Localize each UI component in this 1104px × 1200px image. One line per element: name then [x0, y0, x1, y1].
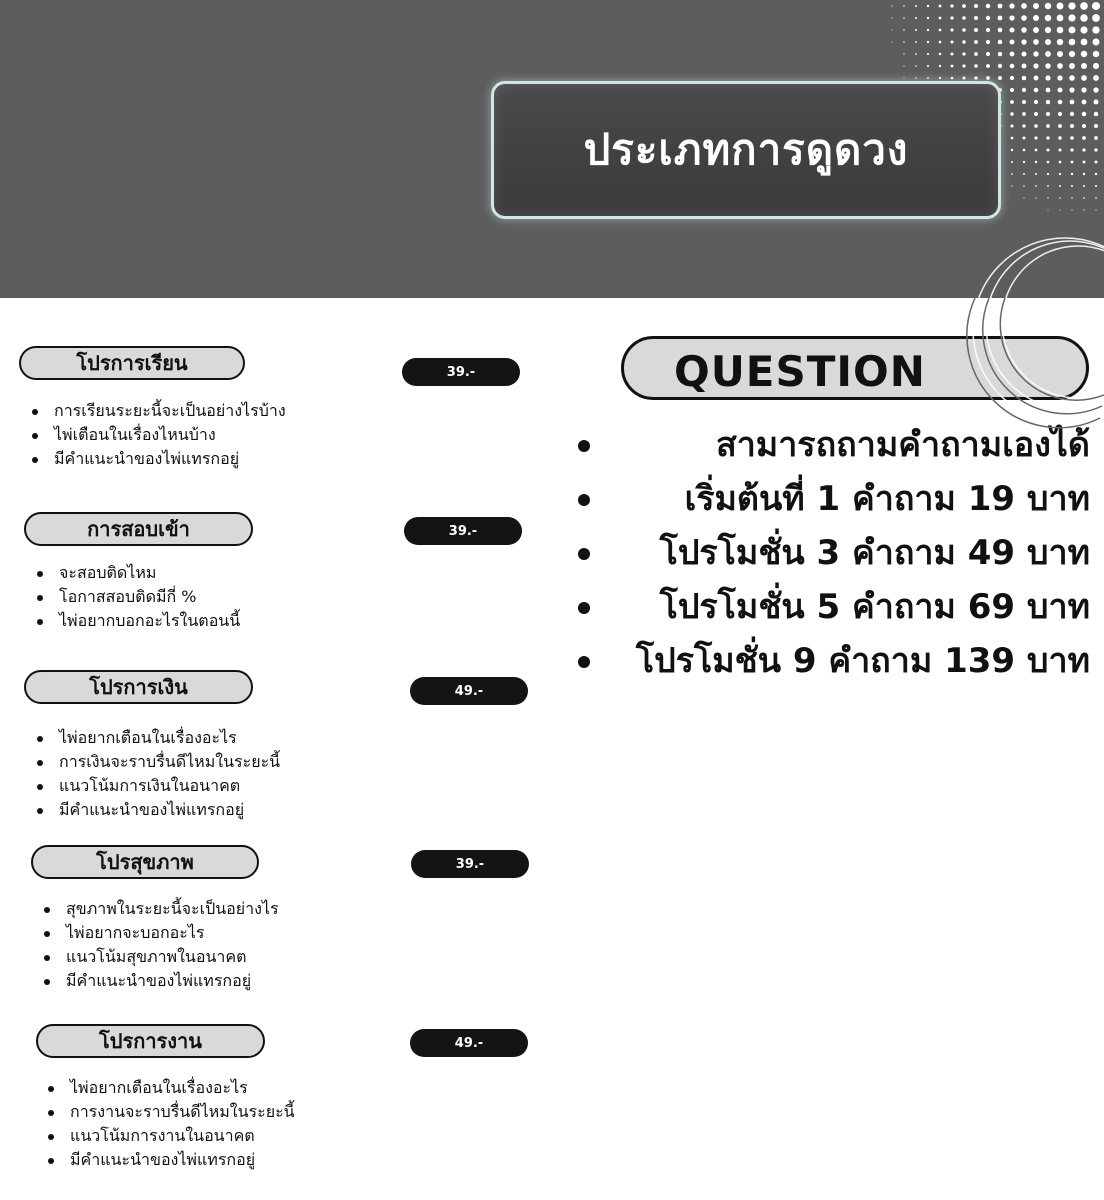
question-pricing-list	[570, 418, 1090, 688]
category-pill-finance	[24, 670, 253, 704]
halftone-dot	[927, 5, 929, 7]
halftone-dot	[951, 53, 954, 56]
halftone-dot	[1023, 197, 1024, 198]
halftone-dot	[998, 76, 1002, 80]
category-items-health	[42, 897, 279, 993]
halftone-dot	[1083, 173, 1085, 175]
halftone-dot	[915, 53, 917, 55]
halftone-dot	[1011, 185, 1012, 186]
halftone-dot	[1071, 209, 1072, 210]
list-item: เริ่มต้นที่ 1 คำถาม 19 บาท	[570, 472, 1090, 526]
title-box	[491, 81, 1001, 219]
halftone-dot	[1095, 209, 1096, 210]
halftone-dot	[1034, 136, 1037, 139]
halftone-dot	[1058, 112, 1062, 116]
halftone-dot	[1045, 63, 1050, 68]
list-item: โปรโมชั่น 3 คำถาม 49 บาท	[570, 526, 1090, 580]
halftone-dot	[1092, 14, 1100, 22]
halftone-dot	[891, 41, 892, 42]
halftone-dot	[986, 4, 990, 8]
halftone-dot	[1047, 197, 1048, 198]
halftone-dot	[1070, 100, 1075, 105]
halftone-dot	[1035, 161, 1037, 163]
halftone-dot	[1010, 40, 1015, 45]
halftone-dot	[986, 40, 990, 44]
halftone-dot	[1070, 124, 1074, 128]
list-item: จะสอบติดไหม	[35, 561, 240, 585]
halftone-dot	[1046, 100, 1050, 104]
halftone-dot	[1095, 161, 1098, 164]
halftone-dot	[998, 40, 1003, 45]
halftone-dot	[1071, 185, 1073, 187]
halftone-dot	[939, 53, 942, 56]
list-item: ไพ่เตือนในเรื่องไหนบ้าง	[30, 423, 286, 447]
halftone-dot	[974, 64, 978, 68]
category-name: โปรการงาน	[99, 1029, 202, 1053]
halftone-dot	[891, 29, 892, 30]
halftone-dot	[1083, 161, 1086, 164]
halftone-dot	[1045, 39, 1051, 45]
halftone-dot	[962, 52, 965, 55]
halftone-dot	[927, 77, 929, 79]
halftone-dot	[1069, 87, 1074, 92]
halftone-dot	[974, 52, 978, 56]
halftone-dot	[1070, 136, 1074, 140]
category-items-exam	[35, 561, 240, 633]
price-badge	[402, 358, 520, 386]
halftone-dot	[1057, 39, 1063, 45]
price-label: 39.-	[455, 856, 485, 872]
halftone-dot	[1082, 100, 1087, 105]
list-item: แนวโน้มการเงินในอนาคต	[35, 774, 280, 798]
halftone-dot	[974, 40, 978, 44]
list-item: มีคำแนะนำของไพ่แทรกอยู่	[35, 798, 280, 822]
price-badge	[410, 677, 528, 705]
halftone-dot	[998, 4, 1003, 9]
halftone-dot	[1057, 3, 1064, 10]
halftone-dot	[1045, 51, 1051, 57]
halftone-dot	[963, 77, 966, 80]
halftone-dot	[1094, 100, 1099, 105]
halftone-dot	[1035, 197, 1036, 198]
halftone-dot	[1095, 185, 1097, 187]
halftone-dot	[1047, 173, 1049, 175]
halftone-dot	[1071, 173, 1073, 175]
list-item: การงานจะราบรื่นดีไหมในระยะนี้	[46, 1100, 295, 1124]
halftone-dot	[950, 40, 953, 43]
halftone-dot	[1071, 197, 1073, 199]
halftone-dot	[1081, 75, 1087, 81]
halftone-dot	[1081, 63, 1087, 69]
halftone-dot	[1034, 124, 1038, 128]
category-pill-work	[36, 1024, 265, 1058]
halftone-dot	[986, 52, 990, 56]
list-item: แนวโน้มสุขภาพในอนาคต	[42, 945, 279, 969]
halftone-dot	[1059, 209, 1060, 210]
category-name: การสอบเข้า	[87, 517, 190, 541]
halftone-dot	[1033, 15, 1039, 21]
halftone-dot	[927, 17, 929, 19]
halftone-dot	[962, 40, 965, 43]
halftone-dot	[1046, 124, 1050, 128]
halftone-dot	[1045, 15, 1051, 21]
halftone-dot	[974, 16, 978, 20]
list-item: การเงินจะราบรื่นดีไหมในระยะนี้	[35, 750, 280, 774]
list-item: โปรโมชั่น 5 คำถาม 69 บาท	[570, 580, 1090, 634]
halftone-dot	[1022, 76, 1027, 81]
price-badge	[411, 850, 529, 878]
halftone-dot	[1011, 137, 1014, 140]
category-pill-exam	[24, 512, 253, 546]
halftone-dot	[1035, 173, 1037, 175]
halftone-dot	[1034, 88, 1039, 93]
halftone-dot	[950, 4, 953, 7]
halftone-dot	[1033, 27, 1039, 33]
halftone-dot	[986, 16, 990, 20]
halftone-dot	[1069, 39, 1076, 46]
category-name: โปรการเรียน	[76, 351, 188, 375]
halftone-dot	[927, 41, 929, 43]
halftone-dot	[1094, 112, 1099, 117]
halftone-dot	[1058, 124, 1062, 128]
halftone-dot	[1080, 26, 1087, 33]
category-pill-study	[19, 346, 245, 380]
halftone-dot	[962, 64, 965, 67]
halftone-dot	[1093, 75, 1099, 81]
halftone-dot	[1069, 75, 1075, 81]
halftone-dot	[1069, 63, 1075, 69]
halftone-dot	[903, 41, 904, 42]
halftone-dot	[1095, 173, 1097, 175]
halftone-dot	[1057, 15, 1064, 22]
list-item: ไพ่อยากบอกอะไรในตอนนี้	[35, 609, 240, 633]
halftone-dot	[903, 65, 904, 66]
halftone-dot	[1083, 197, 1085, 199]
halftone-dot	[1081, 51, 1087, 57]
halftone-dot	[1045, 75, 1050, 80]
halftone-dot	[915, 29, 917, 31]
list-item: ไพ่อยากเตือนในเรื่องอะไร	[46, 1076, 295, 1100]
halftone-dot	[1080, 14, 1087, 21]
list-item: ไพ่อยากจะบอกอะไร	[42, 921, 279, 945]
halftone-dot	[1069, 51, 1075, 57]
halftone-dot	[986, 76, 990, 80]
halftone-dot	[998, 64, 1002, 68]
halftone-dot	[1083, 185, 1085, 187]
halftone-dot	[1057, 51, 1063, 57]
question-pill	[621, 336, 1089, 400]
halftone-dot	[903, 53, 904, 54]
halftone-dot	[1021, 15, 1027, 21]
halftone-dot	[1093, 63, 1099, 69]
halftone-dot	[1095, 197, 1097, 199]
price-badge	[410, 1029, 528, 1057]
halftone-dot	[939, 5, 942, 8]
halftone-dot	[1023, 185, 1025, 187]
page-title: ประเภทการดูดวง	[583, 125, 909, 174]
halftone-dot	[1010, 64, 1015, 69]
halftone-dot	[1034, 76, 1039, 81]
halftone-dot	[1069, 27, 1076, 34]
halftone-dot	[939, 77, 941, 79]
halftone-dot	[1045, 3, 1051, 9]
price-label: 39.-	[446, 364, 476, 380]
halftone-dot	[939, 41, 942, 44]
halftone-dot	[1058, 136, 1061, 139]
price-label: 49.-	[454, 1035, 484, 1051]
halftone-dot	[915, 77, 916, 78]
halftone-dot	[1057, 63, 1063, 69]
halftone-dot	[1010, 100, 1014, 104]
halftone-dot	[1081, 87, 1086, 92]
halftone-dot	[1022, 88, 1026, 92]
list-item: สามารถถามคำถามเองได้	[570, 418, 1090, 472]
halftone-dot	[1082, 124, 1086, 128]
halftone-dot	[1033, 51, 1038, 56]
question-label: QUESTION	[674, 347, 926, 396]
halftone-dot	[891, 17, 892, 18]
list-item: ไพ่อยากเตือนในเรื่องอะไร	[35, 726, 280, 750]
halftone-dot	[1033, 3, 1039, 9]
halftone-dot	[1023, 137, 1026, 140]
halftone-dot	[1083, 209, 1084, 210]
halftone-dot	[1059, 173, 1061, 175]
halftone-dot	[915, 5, 917, 7]
category-items-finance	[35, 726, 280, 822]
halftone-dot	[1010, 124, 1013, 127]
halftone-dot	[951, 65, 954, 68]
halftone-dot	[1021, 3, 1027, 9]
halftone-dot	[1010, 112, 1013, 115]
halftone-dot	[915, 65, 917, 67]
halftone-dot	[1081, 39, 1088, 46]
list-item: แนวโน้มการงานในอนาคต	[46, 1124, 295, 1148]
halftone-dot	[1010, 76, 1014, 80]
list-item: การเรียนระยะนี้จะเป็นอย่างไรบ้าง	[30, 399, 286, 423]
halftone-dot	[1068, 2, 1075, 9]
category-name: โปรสุขภาพ	[96, 850, 194, 874]
halftone-dot	[1093, 39, 1100, 46]
price-label: 49.-	[454, 683, 484, 699]
halftone-dot	[962, 4, 966, 8]
halftone-dot	[1093, 51, 1100, 58]
halftone-dot	[1094, 148, 1097, 151]
list-item: มีคำแนะนำของไพ่แทรกอยู่	[42, 969, 279, 993]
halftone-dot	[1059, 161, 1062, 164]
halftone-dot	[1082, 148, 1085, 151]
halftone-dot	[1023, 149, 1026, 152]
halftone-dot	[1082, 112, 1086, 116]
halftone-dot	[1058, 148, 1061, 151]
price-badge	[404, 517, 522, 545]
halftone-dot	[1059, 185, 1061, 187]
halftone-dot	[1094, 136, 1098, 140]
halftone-dot	[1046, 88, 1051, 93]
halftone-dot	[1034, 112, 1038, 116]
halftone-dot	[1071, 161, 1074, 164]
halftone-dot	[1022, 112, 1026, 116]
halftone-dot	[1059, 197, 1061, 199]
halftone-dot	[1070, 148, 1073, 151]
halftone-dot	[951, 77, 954, 80]
price-label: 39.-	[448, 523, 478, 539]
halftone-dot	[1035, 185, 1037, 187]
halftone-dot	[1047, 209, 1048, 210]
category-items-work	[46, 1076, 295, 1172]
halftone-dot	[915, 17, 917, 19]
halftone-dot	[1092, 2, 1100, 10]
category-name: โปรการเงิน	[89, 675, 188, 699]
halftone-dot	[1092, 26, 1099, 33]
halftone-dot	[939, 65, 941, 67]
halftone-dot	[950, 16, 953, 19]
halftone-dot	[1022, 64, 1027, 69]
halftone-dot	[1021, 39, 1026, 44]
halftone-dot	[974, 76, 977, 79]
halftone-dot	[1094, 124, 1098, 128]
halftone-dot	[939, 29, 942, 32]
halftone-dot	[1009, 27, 1014, 32]
halftone-dot	[1010, 52, 1015, 57]
halftone-dot	[1011, 161, 1013, 163]
halftone-dot	[1011, 149, 1013, 151]
halftone-dot	[950, 28, 953, 31]
halftone-dot	[903, 5, 905, 7]
header-banner	[0, 0, 1104, 298]
halftone-dot	[939, 17, 942, 20]
halftone-dot	[1023, 173, 1025, 175]
halftone-dot	[903, 77, 904, 78]
list-item: มีคำแนะนำของไพ่แทรกอยู่	[30, 447, 286, 471]
halftone-dot	[1047, 185, 1049, 187]
halftone-dot	[1033, 39, 1039, 45]
halftone-dot	[1057, 75, 1062, 80]
category-pill-health	[31, 845, 259, 879]
halftone-dot	[927, 65, 929, 67]
halftone-dot	[974, 28, 978, 32]
list-item: มีคำแนะนำของไพ่แทรกอยู่	[46, 1148, 295, 1172]
halftone-dot	[915, 41, 917, 43]
halftone-dot	[1068, 14, 1075, 21]
halftone-dot	[1046, 112, 1050, 116]
halftone-dot	[974, 4, 978, 8]
halftone-dot	[986, 64, 990, 68]
halftone-dot	[927, 29, 929, 31]
halftone-dot	[1047, 161, 1050, 164]
halftone-dot	[1057, 27, 1064, 34]
halftone-dot	[1093, 87, 1098, 92]
list-item: โปรโมชั่น 9 คำถาม 139 บาท	[570, 634, 1090, 688]
halftone-dot	[1034, 100, 1038, 104]
halftone-dot	[1045, 27, 1051, 33]
halftone-dot	[962, 16, 966, 20]
halftone-dot	[986, 28, 990, 32]
halftone-dot	[998, 52, 1002, 56]
halftone-dot	[1022, 100, 1026, 104]
halftone-dot	[903, 17, 905, 19]
halftone-dot	[891, 5, 892, 6]
halftone-dot	[1021, 51, 1026, 56]
halftone-dot	[1033, 63, 1038, 68]
halftone-dot	[1080, 2, 1088, 10]
halftone-dot	[1047, 149, 1050, 152]
halftone-dot	[1046, 136, 1049, 139]
halftone-dot	[903, 29, 905, 31]
halftone-dot	[927, 53, 929, 55]
halftone-dot	[998, 28, 1003, 33]
halftone-dot	[1009, 15, 1014, 20]
halftone-dot	[998, 16, 1003, 21]
list-item: โอกาสสอบติดมีกี่ %	[35, 585, 240, 609]
halftone-dot	[1058, 88, 1063, 93]
halftone-dot	[1070, 112, 1074, 116]
halftone-dot	[1023, 161, 1025, 163]
halftone-dot	[962, 28, 966, 32]
list-item: สุขภาพในระยะนี้จะเป็นอย่างไร	[42, 897, 279, 921]
halftone-dot	[1010, 88, 1014, 92]
halftone-dot	[1009, 3, 1014, 8]
category-items-study	[30, 399, 286, 471]
halftone-dot	[1082, 136, 1086, 140]
halftone-dot	[1058, 100, 1063, 105]
halftone-dot	[1022, 124, 1025, 127]
halftone-dot	[1011, 173, 1013, 175]
halftone-dot	[1035, 149, 1038, 152]
halftone-dot	[1021, 27, 1027, 33]
